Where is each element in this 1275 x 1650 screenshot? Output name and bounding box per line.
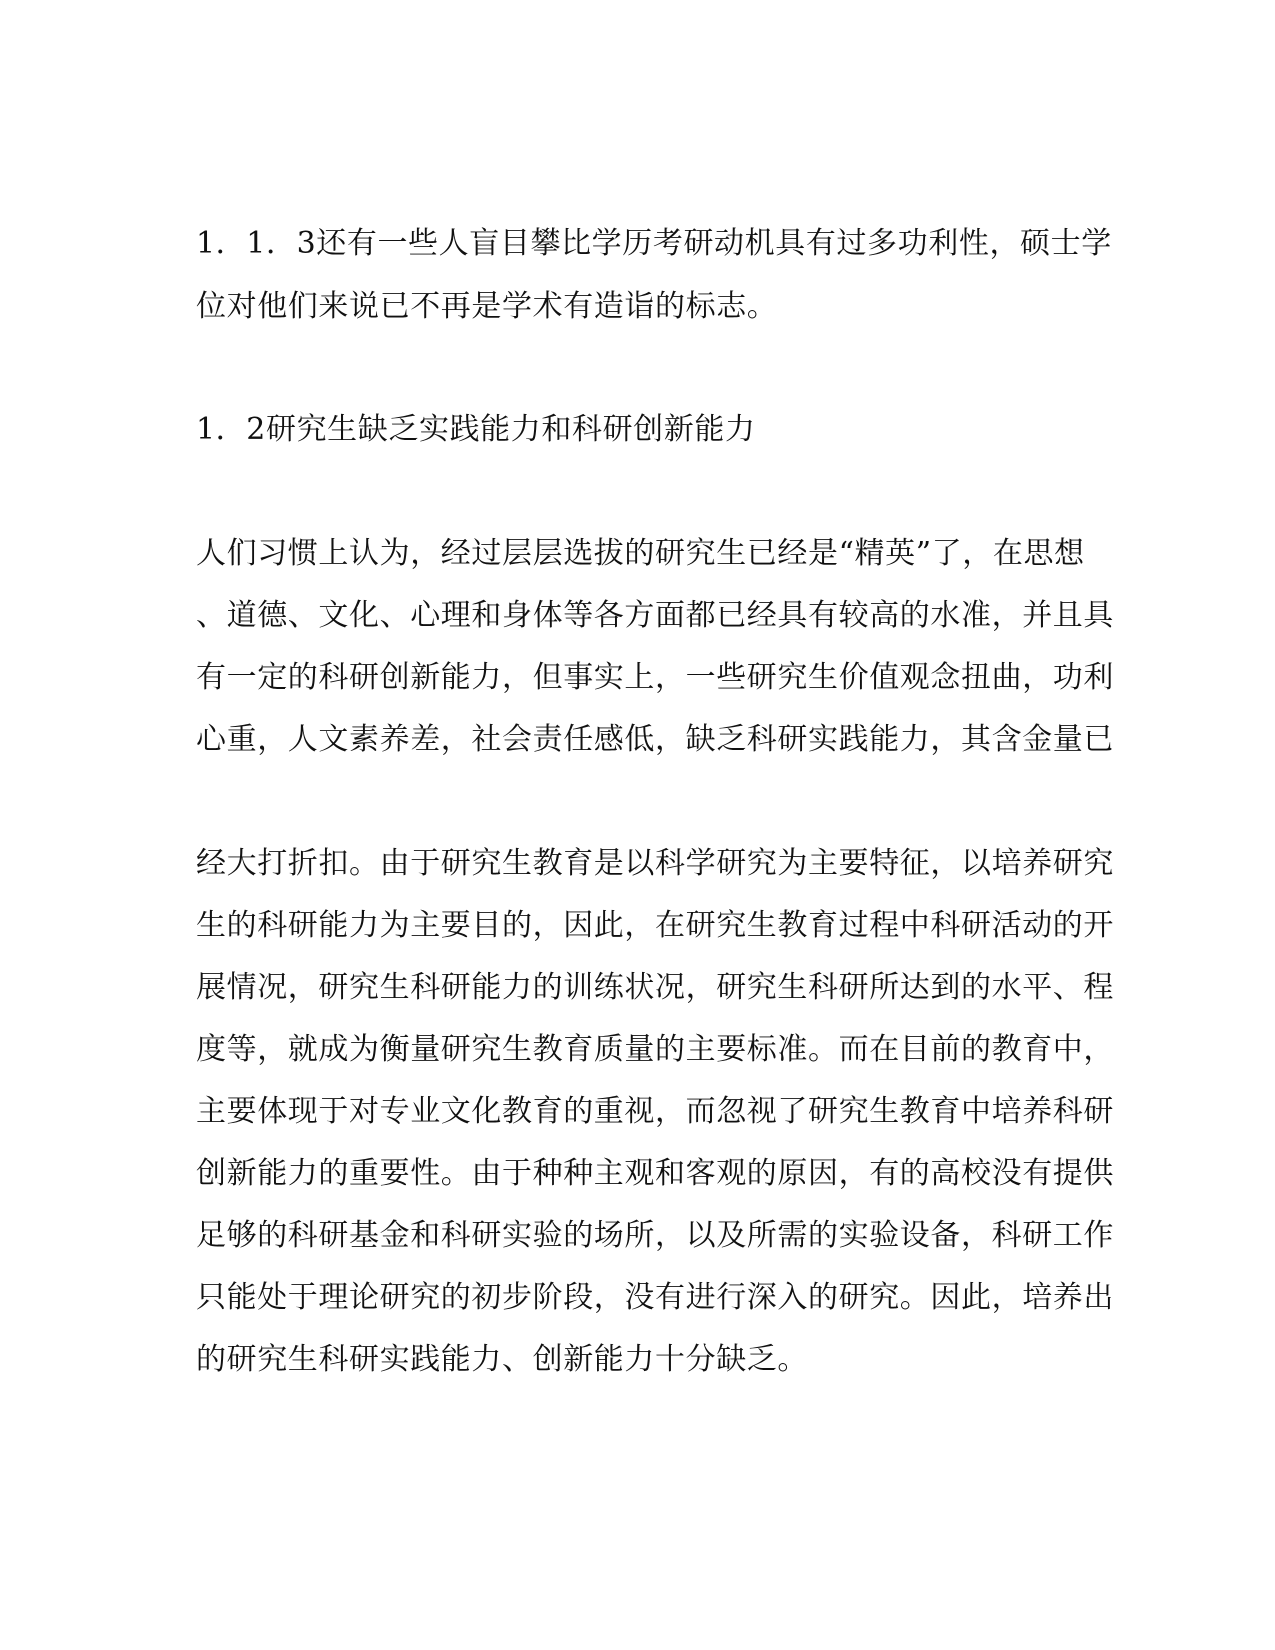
paragraph-1-line-2: 位对他们来说已不再是学术有造诣的标志。 [196,289,778,324]
paragraph-2-line-8: 度等，就成为衡量研究生教育质量的主要标准。而在目前的教育中， [196,1032,1114,1067]
paragraph-1-line-1: 1．1．3还有一些人盲目攀比学历考研动机具有过多功利性，硕士学 [196,226,1112,261]
paragraph-2-line-10: 创新能力的重要性。由于种种主观和客观的原因，有的高校没有提供 [196,1156,1114,1191]
paragraph-2-line-13: 的研究生科研实践能力、创新能力十分缺乏。 [196,1342,808,1377]
paragraph-2-line-1: 人们习惯上认为，经过层层选拔的研究生已经是“精英”了，在思想 [196,536,1085,571]
paragraph-2-line-9: 主要体现于对专业文化教育的重视，而忽视了研究生教育中培养科研 [196,1094,1114,1129]
paragraph-2-line-11: 足够的科研基金和科研实验的场所，以及所需的实验设备，科研工作 [196,1218,1114,1253]
paragraph-2-line-4: 心重，人文素养差，社会责任感低，缺乏科研实践能力，其含金量已 [196,722,1114,757]
paragraph-2-line-5: 经大打折扣。由于研究生教育是以科学研究为主要特征，以培养研究 [196,846,1114,881]
paragraph-2-line-3: 有一定的科研创新能力，但事实上，一些研究生价值观念扭曲，功利 [196,660,1114,695]
paragraph-2-line-2: 、道德、文化、心理和身体等各方面都已经具有较高的水准，并且具 [196,598,1114,633]
paragraph-2-line-12: 只能处于理论研究的初步阶段，没有进行深入的研究。因此，培养出 [196,1280,1114,1315]
paragraph-2-line-7: 展情况，研究生科研能力的训练状况，研究生科研所达到的水平、程 [196,970,1114,1005]
section-heading: 1．2研究生缺乏实践能力和科研创新能力 [196,412,756,447]
paragraph-2-line-6: 生的科研能力为主要目的，因此，在研究生教育过程中科研活动的开 [196,908,1114,943]
